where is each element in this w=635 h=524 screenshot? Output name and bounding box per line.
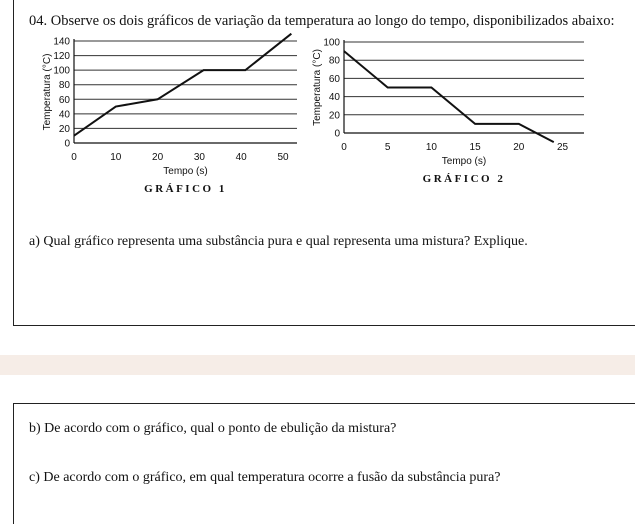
chart2-y-tick-label: 0: [334, 129, 340, 140]
chart1-y-tick-label: 120: [53, 51, 70, 62]
chart1-x-tick-label: 50: [277, 152, 289, 163]
chart2-x-tick-label: 10: [426, 142, 438, 153]
chart2-x-axis-label: Tempo (s): [442, 156, 486, 167]
chart2-x-tick-label: 5: [385, 142, 391, 153]
chart1-y-tick-label: 60: [59, 95, 71, 106]
chart2-y-tick-label: 100: [323, 38, 340, 49]
chart1-y-tick-label: 80: [59, 80, 71, 91]
chart1-x-axis-label: Tempo (s): [163, 166, 207, 177]
chart1-x-tick-label: 10: [110, 152, 122, 163]
chart2-y-tick-label: 20: [329, 110, 341, 121]
chart1-x-tick-label: 30: [194, 152, 206, 163]
question-part-c: c) De acordo com o gráfico, em qual temperatura ocorre a fusão da substância pura?: [29, 470, 501, 486]
chart-grafico-2: [301, 30, 601, 205]
chart1-y-tick-label: 20: [59, 124, 71, 135]
chart1-caption: GRÁFICO 1: [144, 183, 227, 195]
question-panel-top: [13, 0, 635, 326]
question-part-a: a) Qual gráfico representa uma substância pura e qual representa uma mistura? Explique.: [29, 234, 528, 250]
chart1-x-tick-label: 20: [152, 152, 164, 163]
chart1-x-tick-label: 0: [71, 152, 77, 163]
question-part-b: b) De acordo com o gráfico, qual o ponto de ebulição da mistura?: [29, 421, 396, 437]
chart2-x-tick-label: 20: [513, 142, 525, 153]
chart1-y-tick-label: 100: [53, 66, 70, 77]
chart2-y-axis-label: Temperatura (°C): [312, 49, 323, 126]
chart1-y-tick-label: 0: [64, 139, 70, 150]
chart2-caption: GRÁFICO 2: [423, 173, 506, 185]
chart1-x-tick-label: 40: [236, 152, 248, 163]
chart2-y-tick-label: 80: [329, 56, 341, 67]
chart2-y-tick-label: 60: [329, 74, 341, 85]
chart1-y-axis-label: Temperatura (°C): [42, 54, 53, 131]
chart-grafico-1: [14, 30, 314, 205]
chart2-x-tick-label: 15: [470, 142, 482, 153]
chart2-x-tick-label: 25: [557, 142, 569, 153]
chart2-x-tick-label: 0: [341, 142, 347, 153]
question-panel-bottom: [13, 403, 635, 524]
chart1-y-tick-label: 140: [53, 37, 70, 48]
page-separator: [0, 355, 635, 375]
question-title: 04. Observe os dois gráficos de variação da temperatura ao longo do tempo, disponibilizados abaixo:: [29, 13, 614, 30]
chart2-y-tick-label: 40: [329, 92, 341, 103]
chart1-y-tick-label: 40: [59, 109, 71, 120]
